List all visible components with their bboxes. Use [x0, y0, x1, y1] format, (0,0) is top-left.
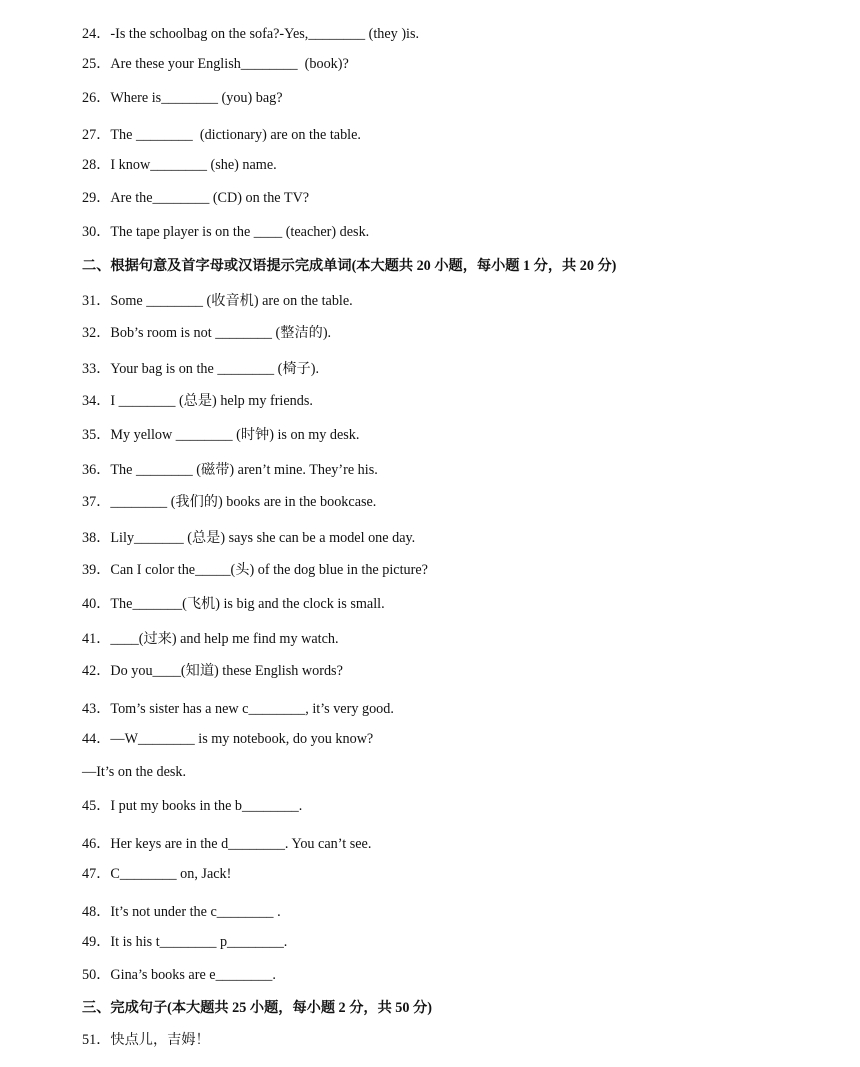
question-40: 40．The_______(飞机) is big and the clock is small. [82, 596, 385, 612]
section-heading-2: 二、根据句意及首字母或汉语提示完成单词(本大题共 20 小题，每小题 1 分，共 20 分) [82, 258, 617, 274]
question-37: 37．________ (我们的) books are in the bookcase. [82, 494, 377, 510]
question-39: 39．Can I color the_____(头) of the dog blue in the picture? [82, 562, 428, 578]
question-51: 51．快点儿，吉姆！ [82, 1032, 210, 1048]
question-47: 47．C________ on, Jack! [82, 866, 232, 882]
question-46: 46．Her keys are in the d________. You can’t see. [82, 836, 372, 852]
question-43: 43．Tom’s sister has a new c________, it’s very good. [82, 701, 394, 717]
question-49: 49．It is his t________ p________. [82, 934, 288, 950]
question-48: 48．It’s not under the c________ . [82, 904, 281, 920]
question-38: 38．Lily_______ (总是) says she can be a model one day. [82, 530, 416, 546]
question-50: 50．Gina’s books are e________. [82, 967, 276, 983]
question-30: 30．The tape player is on the ____ (teacher) desk. [82, 224, 370, 240]
question-44: 44．—W________ is my notebook, do you know? [82, 731, 374, 747]
question-34: 34．I ________ (总是) help my friends. [82, 393, 313, 409]
section-heading-3: 三、完成句子(本大题共 25 小题，每小题 2 分，共 50 分) [82, 1000, 432, 1016]
question-29: 29．Are the________ (CD) on the TV? [82, 190, 310, 206]
question-36: 36．The ________ (磁带) aren’t mine. They’re his. [82, 462, 378, 478]
question-42: 42．Do you____(知道) these English words? [82, 663, 343, 679]
question-44-answer-line: —It’s on the desk. [82, 764, 187, 780]
question-33: 33．Your bag is on the ________ (椅子). [82, 361, 319, 377]
question-25: 25．Are these your English________ (book)? [82, 56, 349, 72]
question-31: 31．Some ________ (收音机) are on the table. [82, 293, 353, 309]
question-35: 35．My yellow ________ (时钟) is on my desk. [82, 427, 360, 443]
question-41: 41．____(过来) and help me find my watch. [82, 631, 339, 647]
question-45: 45．I put my books in the b________. [82, 798, 303, 814]
question-26: 26．Where is________ (you) bag? [82, 90, 283, 106]
question-24: 24．-Is the schoolbag on the sofa?-Yes,________ (they )is. [82, 26, 420, 42]
question-32: 32．Bob’s room is not ________ (整洁的). [82, 325, 332, 341]
question-28: 28．I know________ (she) name. [82, 157, 277, 173]
question-27: 27．The ________ (dictionary) are on the table. [82, 127, 361, 143]
